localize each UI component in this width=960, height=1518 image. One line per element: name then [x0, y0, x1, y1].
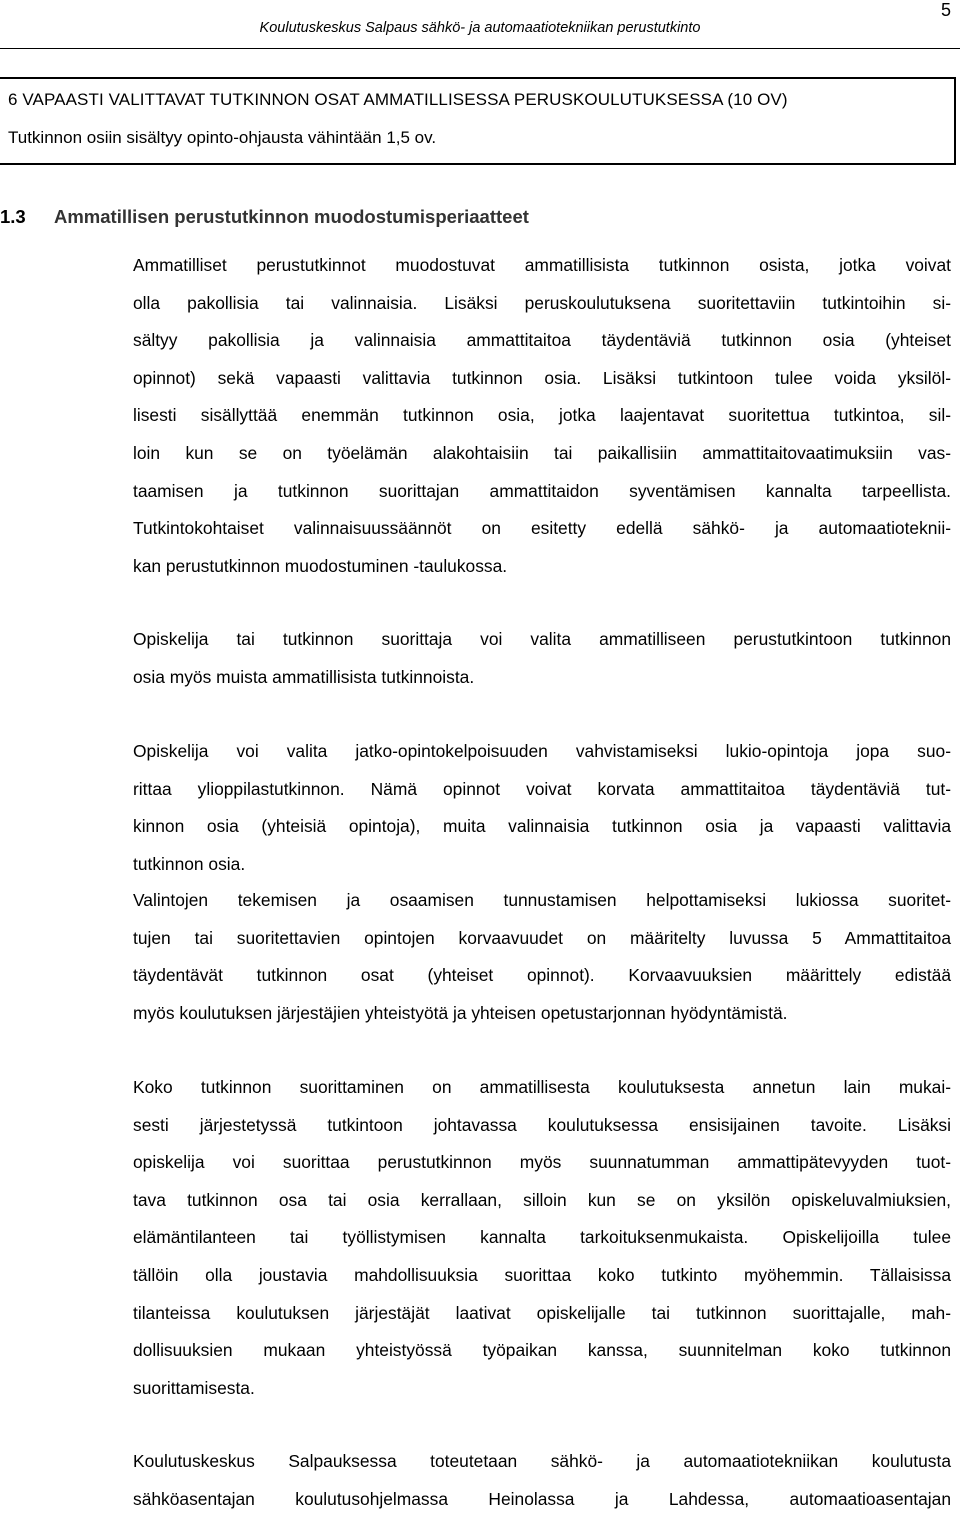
section-title: Ammatillisen perustutkinnon muodostumisperiaatteet	[54, 206, 529, 227]
paragraph-line: sältyy pakollisia ja valinnaisia ammattitaitoa täydentäviä tutkinnon osia (yhteiset	[133, 330, 951, 351]
paragraph-line: myös koulutuksen järjestäjien yhteistyötä ja yhteisen opetustarjonnan hyödyntämistä.	[133, 1002, 788, 1023]
paragraph-line: osia myös muista ammatillisista tutkinnoista.	[133, 666, 475, 687]
paragraph-line: dollisuuksien mukaan yhteistyössä työpaikan kanssa, suunnitelman koko tutkinnon	[133, 1340, 951, 1361]
box-title: 6 VAPAASTI VALITTAVAT TUTKINNON OSAT AMMATILLISESSA PERUSKOULUTUKSESSA (10 OV)	[8, 90, 788, 109]
paragraph-line: tilanteissa koulutuksen järjestäjät laativat opiskelijalle tai tutkinnon suorittajalle, mah-	[133, 1302, 951, 1323]
paragraph-line: Opiskelija tai tutkinnon suorittaja voi valita ammatilliseen perustutkintoon tutkinnon	[133, 629, 951, 649]
paragraph-line: Koulutuskeskus Salpauksessa toteutetaan sähkö- ja automaatiotekniikan koulutusta	[133, 1451, 951, 1471]
paragraph-line: Tutkintokohtaiset valinnaisuussäännöt on esitetty edellä sähkö- ja automaatioteknii-	[133, 518, 951, 539]
running-header: Koulutuskeskus Salpaus sähkö- ja automaatiotekniikan perustutkinto	[259, 20, 701, 36]
box-subtitle: Tutkinnon osiin sisältyy opinto-ohjausta vähintään 1,5 ov.	[8, 128, 437, 147]
info-box	[0, 77, 956, 165]
paragraph-line: Opiskelija voi valita jatko-opintokelpoisuuden vahvistamiseksi lukio-opintoja jopa suo-	[133, 741, 951, 761]
paragraph-line: loin kun se on työelämän alakohtaisiin tai paikallisiin ammattitaitovaatimuksiin vas-	[133, 442, 951, 463]
paragraph	[133, 247, 951, 585]
paragraph-line: Ammatilliset perustutkinnot muodostuvat ammatillisista tutkinnon osista, jotka voivat	[133, 255, 951, 275]
paragraph-line: tujen tai suoritettavien opintojen korvaavuudet on määritelty luvussa 5 Ammattitaitoa	[133, 927, 951, 948]
paragraph-line: kan perustutkinnon muodostuminen -taulukossa.	[133, 555, 508, 576]
paragraph-line: elämäntilanteen tai työllistymisen kannalta tarkoituksenmukaista. Opiskelijoilla tulee	[133, 1227, 951, 1248]
section-heading	[0, 205, 529, 229]
paragraph	[133, 882, 951, 1032]
paragraph-line: olla pakollisia tai valinnaisia. Lisäksi peruskoulutuksena suoritettaviin tutkintoihin si-	[133, 292, 951, 313]
header-divider	[0, 48, 960, 49]
paragraph	[133, 621, 951, 696]
paragraph-line: opiskelija voi suorittaa perustutkinnon myös suunnatumman ammattipätevyyden tuot-	[133, 1152, 951, 1173]
paragraph-line: sesti järjestetyssä tutkintoon johtavassa koulutuksessa ensisijainen tavoite. Lisäksi	[133, 1114, 951, 1135]
paragraph-line: kinnon osia (yhteisiä opintoja), muita valinnaisia tutkinnon osia ja vapaasti valittavia	[133, 816, 951, 837]
paragraph-line: täydentävät tutkinnon osat (yhteiset opinnot). Korvaavuuksien määrittely edistää	[133, 965, 951, 986]
paragraph-line: Valintojen tekemisen ja osaamisen tunnustamisen helpottamiseksi lukiossa suoritet-	[133, 890, 951, 910]
paragraph-line: tutkinnon osia.	[133, 853, 246, 874]
paragraph-line: tällöin olla joustavia mahdollisuuksia suorittaa koko tutkinto myöhemmin. Tällaisissa	[133, 1264, 951, 1285]
section-number: 1.3	[0, 206, 26, 227]
paragraph-line: suorittamisesta.	[133, 1377, 255, 1398]
paragraph-line: Koko tutkinnon suorittaminen on ammatillisesta koulutuksesta annetun lain mukai-	[133, 1077, 951, 1097]
page-number: 5	[940, 0, 951, 20]
paragraph-line: tava tutkinnon osa tai osia kerrallaan, silloin kun se on yksilön opiskeluvalmiuksien,	[133, 1189, 951, 1210]
paragraph-line: sähköasentajan koulutusohjelmassa Heinolassa ja Lahdessa, automaatioasentajan	[133, 1488, 951, 1509]
paragraph-line: rittaa ylioppilastutkinnon. Nämä opinnot voivat korvata ammattitaitoa täydentäviä tut-	[133, 778, 951, 799]
paragraph-line: opinnot) sekä vapaasti valittavia tutkinnon osia. Lisäksi tutkintoon tulee voida yksilöl-	[133, 367, 951, 388]
paragraph	[133, 1443, 951, 1518]
paragraph-line: lisesti sisällyttää enemmän tutkinnon osia, jotka laajentavat suoritettua tutkintoa, sil-	[133, 405, 951, 426]
paragraph	[133, 1069, 951, 1407]
paragraph	[133, 733, 951, 883]
paragraph-line: taamisen ja tutkinnon suorittajan ammattitaidon syventämisen kannalta tarpeellista.	[133, 480, 951, 501]
